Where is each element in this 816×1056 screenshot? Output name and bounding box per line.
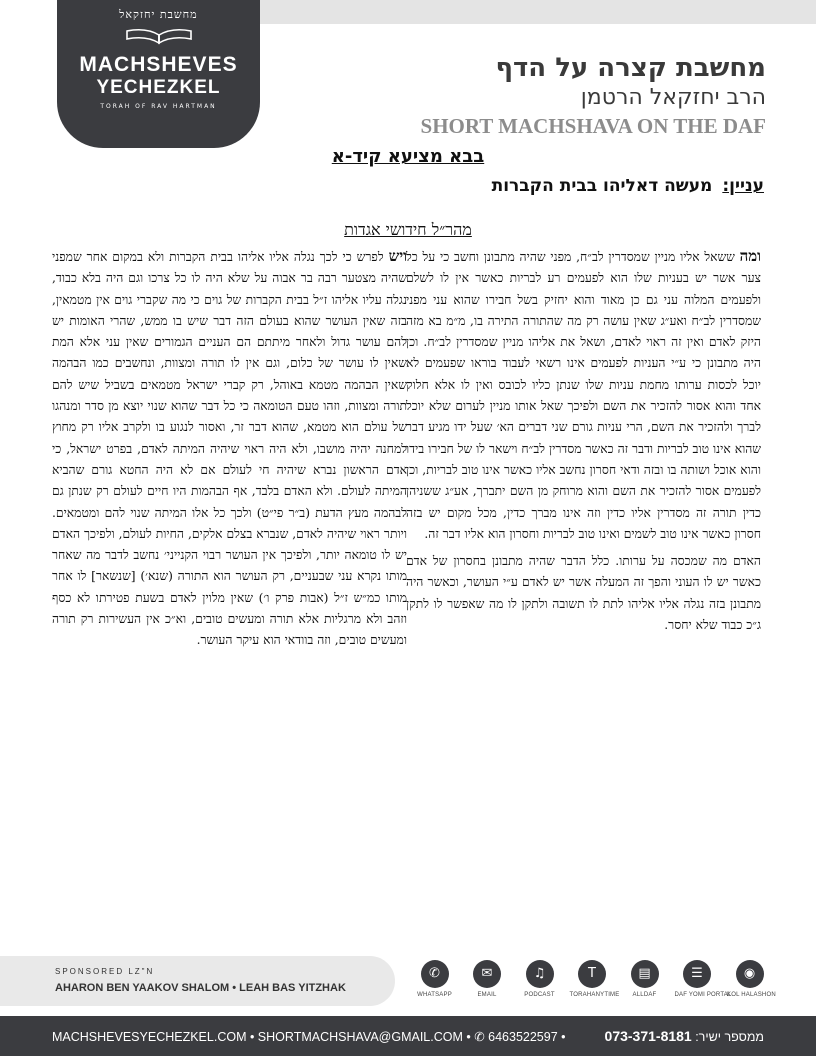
paragraph bbox=[406, 551, 761, 636]
paragraph bbox=[52, 246, 407, 652]
lead-word: ומה bbox=[739, 247, 761, 265]
icon-label: TORAHANYTIME bbox=[569, 992, 620, 998]
whatsapp-icon: ✆ bbox=[421, 960, 449, 988]
whatsapp-link[interactable] bbox=[412, 960, 457, 1010]
footer-bar bbox=[0, 1016, 816, 1056]
source-heading bbox=[0, 220, 816, 240]
footer-phone-label: ממספר ישיר: bbox=[695, 1030, 764, 1044]
logo-line1: MACHSHEVES bbox=[79, 53, 238, 76]
footer-phone-number[interactable]: 073-371-8181 bbox=[604, 1028, 692, 1044]
email-icon: ✉ bbox=[473, 960, 501, 988]
icon-label: WHATSAPP bbox=[417, 992, 452, 998]
text-column-left bbox=[52, 246, 407, 658]
header-band bbox=[260, 0, 816, 24]
inyan-text: מעשה דאליהו בבית הקברות bbox=[491, 176, 713, 196]
torahanytime-link[interactable] bbox=[569, 960, 620, 1010]
logo-line2: YECHEZKEL bbox=[96, 77, 221, 98]
lead-word: ויש bbox=[388, 247, 407, 265]
rav-name: הרב יחזקאל הרטמן bbox=[580, 85, 766, 110]
sponsor-box bbox=[0, 956, 395, 1006]
podcast-link[interactable] bbox=[517, 960, 562, 1010]
page-title-hebrew: מחשבת קצרה על הדף bbox=[495, 53, 766, 83]
header-titles bbox=[421, 52, 766, 140]
torahanytime-icon: T bbox=[578, 960, 606, 988]
masechet-heading bbox=[0, 146, 816, 167]
footer-contact: MACHSHEVESYECHEZKEL.COM • SHORTMACHSHAVA@GMAIL.COM • ✆ 6463522597 • bbox=[52, 1030, 566, 1044]
dafyomi-portal-icon: ☰ bbox=[683, 960, 711, 988]
logo bbox=[57, 0, 260, 148]
page-title-english: SHORT MACHSHAVA ON THE DAF bbox=[420, 114, 766, 138]
paragraph-text: האדם מה שמכסה על ערותו. כלל הדבר שהיה מתבונן בחסרון של אדם כאשר יש לו העוני והפך זה המעלה אשר יש לאדם ע״י העושר, וכאשר היה מתבונן בזה נגלה אליו אליהו לתת לו תשובה ולתקן לו מה שאפשר לו לתקן ג״כ כבוד שלא יחסר. bbox=[406, 554, 761, 633]
inyan-label: עניין: bbox=[722, 176, 764, 196]
alldaf-icon: ▤ bbox=[631, 960, 659, 988]
paragraph bbox=[406, 246, 761, 545]
contact-icons bbox=[412, 960, 776, 1010]
kol-halashon-icon: ◉ bbox=[736, 960, 764, 988]
logo-hebrew: מחשבת יחזקאל bbox=[119, 8, 198, 21]
alldaf-link[interactable] bbox=[622, 960, 667, 1010]
podcast-icon: ♫ bbox=[526, 960, 554, 988]
dafyomi-portal-link[interactable] bbox=[674, 960, 732, 1010]
icon-label: PODCAST bbox=[524, 992, 555, 998]
email-link[interactable] bbox=[465, 960, 510, 1010]
icon-label: EMAIL bbox=[477, 992, 497, 998]
source-text: מהר״ל חידושי אגדות bbox=[344, 220, 472, 239]
sponsor-names: AHARON BEN YAAKOV SHALOM • LEAH BAS YITZHAK bbox=[55, 982, 346, 994]
kol-halashon-link[interactable] bbox=[727, 960, 776, 1010]
paragraph-text: לפרש כי לכך נגלה אליו אליהו בבית הקברות ולא במקום אחר שמפני שהיה מצטער רבה בר אבוה על שלא היה לו כל צרכו וגם היה בלא כבוד, נגלה עליו אליהו ז״ל בבית הקברות של גוים כי מה שקברי גוים אין מטמאין, בזה שאין העושר שהוא בעולם הזה דבר שיש בו ממש, שהרי האומות יש להם עושר גדול ולאחר מיתתם הם העניים הגמורים שאין עני אלא המת שאין לו עושר של כלום, וגם אין לו תורה ומצוות, ונחשבים כמו הבהמה שאין הבהמה מטמא באוהל, רק קברי ישראל מטמאים בשביל שיש להם תורה ומצוות, וזהו טעם הטומאה כי כל דבר שהוא שנוי יוצא מן סדר ומנהגו של עולם הוא מטמא, שהוא דבר זר, ואסור לנגוע בו ולקרב אליו רק מחוץ למחנה יהיה מושבו, ולא היה ראוי שיהיה המיתה לאדם, בפרט ישראל, כי אדם הראשון נברא שיהיה חי לעולם אם לא היה החטא גורם שהביא המיתה לעולם. ולא האדם בלבד, אף הבהמות היו חיים לעולם רק שנתן גם לבהמה מעץ הדעת (ב״ר פי״ט) ולכך כל אלו המיתה שנוי להם ומטמאים. ויותר ראוי שיהיה לאדם, שנברא בצלם אלקים, החיות לעולם, ולפיכך האדם יש לו טומאה יותר, ולפיכך אין העושר רבוי הקנייני׳ נחשב לדבר מה שאחר מותו נקרא עני שבעניים, רק העושר הוא התורה (שנא׳) [שנשאר] לו אחר מותו כמ״ש ז״ל (אבות פרק ו׳) שאין מלוין לאדם בשעת פטירתו לא כסף וזהב ולא מרגליות אלא תורה ומעשים טובים, וא״כ אין העשירות רק תורה ומעשים טובים, וזה בוודאי הוא עיקר העושר. bbox=[52, 250, 407, 648]
icon-label: ALLDAF bbox=[632, 992, 657, 998]
footer-phone bbox=[605, 1028, 764, 1044]
icon-label: DAF YOMI PORTAL bbox=[674, 992, 732, 998]
sponsor-label: SPONSORED LZ"N bbox=[55, 967, 155, 976]
text-column-right bbox=[406, 246, 761, 642]
masechet-text: בבא מציעא קיד-א bbox=[331, 146, 485, 167]
logo-tagline: TORAH OF RAV HARTMAN bbox=[100, 103, 217, 110]
icon-label: KOL HALASHON bbox=[727, 992, 776, 998]
book-icon bbox=[119, 25, 199, 47]
paragraph-text: ששאל אליו מניין שמסדרין לב״ח, מפני שהיה מתבונן וחשב כי על כל צער אשר יש בעניות שלו הוא לפעמים רע לבריות כאשר אין לו לשלם ולפעמים המלוה עני גם כן מאוד והוא יחזיק בשל חבירו שהוא עני מפני שמסדרין לב״ח ואע״ג שאין עושה רק מה שהתורה התירה בו, מ״מ בא מזה היזק לאדם ואין זה ראוי לאדם, ושאל את אליהו מניין שמסדרין לב״ח. וכן היה מתבונן כי ע״י העניות לפעמים אינו רשאי לעבוד בוראו שפעמים לא יוכל לכסות ערותו מחמת עניות שלו שנתן כליו לכובס ואין לו אלא חלוק אחד והוא אסור להזכיר את השם ולפיכך שאל אותו מניין לערום שלא יוכל לברך ולהזכיר את השם, הרי עניות גורם שני דברים הא׳ שעל ידו מגיע דבר שהוא אינו טוב לבריות ודבר זה כאשר מסדרין לב״ח וישאר לו של חבירו בידו והוא אוכל ושותה בו ובזה ודאי חסרון נחשב אליו כאשר אינו טוב לבריות, וכן לפעמים אסור להזכיר את השם והוא מרוחק מן השם יתברך, אע״ג ששניהן כדין תורה זה מסדרין אליו כדין וזה אינו מברך כדין, מכל מקום יש בזה חסרון כאשר אינו טוב לשמים ואינו טוב לבריות וחסרון הוא אליו דבר זה. bbox=[406, 250, 761, 541]
inyan-heading bbox=[492, 176, 764, 196]
